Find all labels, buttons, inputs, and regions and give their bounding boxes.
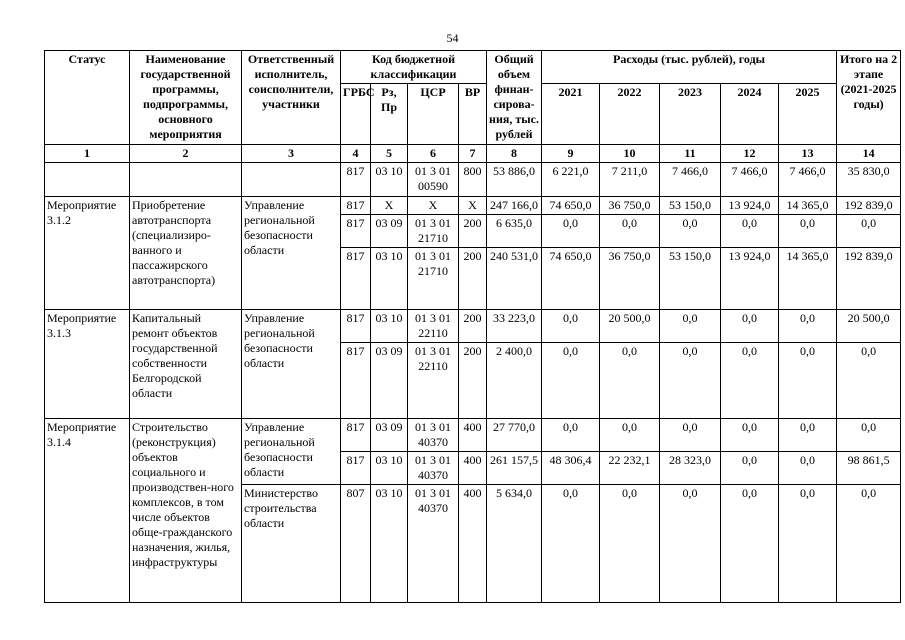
itogo-cell: 192 839,0 [837,248,901,310]
index-cell: 12 [721,145,779,163]
grbs-cell: 817 [341,452,371,485]
total-cell: 33 223,0 [487,310,542,343]
budget-table [44,50,901,603]
y2023-cell: 7 466,0 [660,163,721,197]
index-cell: 8 [487,145,542,163]
y2025-cell: 0,0 [779,485,837,603]
itogo-cell: 98 861,5 [837,452,901,485]
y2023-cell: 53 150,0 [660,248,721,310]
total-cell: 6 635,0 [487,215,542,248]
y2023-cell: 0,0 [660,310,721,343]
y2025-cell: 14 365,0 [779,197,837,215]
index-cell: 10 [600,145,660,163]
name-cell: Строительство (реконструкция) объектов социального и производствен-ного комплексов, в том числе объектов обще-гражданского назначения, жилья, инфраструктуры [130,419,242,603]
y2025-cell: 7 466,0 [779,163,837,197]
status-cell: Мероприятие 3.1.2 [45,197,130,310]
y2025-cell: 14 365,0 [779,248,837,310]
column-index-row [45,145,901,163]
y2021-cell: 74 650,0 [542,248,600,310]
csr-cell: 01 3 01 22110 [408,343,459,419]
y2023-cell: 53 150,0 [660,197,721,215]
itogo-cell: 35 830,0 [837,163,901,197]
total-cell: 5 634,0 [487,485,542,603]
index-cell: 4 [341,145,371,163]
y2022-cell: 0,0 [600,419,660,452]
y2022-cell: 0,0 [600,485,660,603]
y2021-cell: 0,0 [542,485,600,603]
itogo-cell: 192 839,0 [837,197,901,215]
table-row [45,163,901,197]
status-cell: Мероприятие 3.1.3 [45,310,130,419]
status-cell [45,163,130,197]
y2022-cell: 20 500,0 [600,310,660,343]
y2022-cell: 7 211,0 [600,163,660,197]
responsible-cell [242,163,341,197]
y2021-cell: 0,0 [542,310,600,343]
col-2022-header: 2022 [600,84,660,145]
name-cell: Капитальный ремонт объектов государственной собственности Белгородской области [130,310,242,419]
rzpr-cell: 03 09 [371,419,408,452]
vr-cell: 400 [459,419,487,452]
index-cell: 9 [542,145,600,163]
name-cell: Приобретение автотранспорта (специализиро-ванного и пассажирского автотранспорта) [130,197,242,310]
col-itogo-header: Итого на 2 этапе (2021-2025 годы) [837,51,901,145]
grbs-cell: 817 [341,343,371,419]
index-cell: 2 [130,145,242,163]
y2022-cell: 22 232,1 [600,452,660,485]
total-cell: 2 400,0 [487,343,542,419]
col-grbs-header: ГРБС [341,84,371,145]
y2021-cell: 48 306,4 [542,452,600,485]
csr-cell: 01 3 01 21710 [408,215,459,248]
itogo-cell: 0,0 [837,485,901,603]
col-name-header: Наименование государственной программы, подпрограммы, основного мероприятия [130,51,242,145]
grbs-cell: 817 [341,419,371,452]
col-status-header: Статус [45,51,130,145]
index-cell: 13 [779,145,837,163]
y2023-cell: 28 323,0 [660,452,721,485]
grbs-cell: 817 [341,248,371,310]
y2023-cell: 0,0 [660,485,721,603]
grbs-cell: 817 [341,215,371,248]
rzpr-cell: 03 10 [371,248,408,310]
total-cell: 27 770,0 [487,419,542,452]
itogo-cell: 20 500,0 [837,310,901,343]
vr-cell: 200 [459,215,487,248]
grbs-cell: 807 [341,485,371,603]
rzpr-cell: 03 10 [371,163,408,197]
header-row-1 [45,51,901,84]
csr-cell: 01 3 01 22110 [408,310,459,343]
itogo-cell: 0,0 [837,343,901,419]
vr-cell: 400 [459,485,487,603]
table-row [45,310,901,343]
index-cell: 14 [837,145,901,163]
vr-cell: 200 [459,248,487,310]
responsible-cell: Министерство строительства области [242,485,341,603]
y2021-cell: 0,0 [542,215,600,248]
index-cell: 7 [459,145,487,163]
grbs-cell: 817 [341,163,371,197]
y2024-cell: 7 466,0 [721,163,779,197]
index-cell: 11 [660,145,721,163]
y2023-cell: 0,0 [660,343,721,419]
total-cell: 261 157,5 [487,452,542,485]
index-cell: 3 [242,145,341,163]
responsible-cell: Управление региональной безопасности области [242,197,341,310]
col-responsible-header: Ответственный исполнитель, соисполнители, участники [242,51,341,145]
table-row [45,197,901,215]
rzpr-cell: 03 09 [371,343,408,419]
col-2024-header: 2024 [721,84,779,145]
y2021-cell: 6 221,0 [542,163,600,197]
y2025-cell: 0,0 [779,310,837,343]
y2025-cell: 0,0 [779,215,837,248]
y2022-cell: 0,0 [600,215,660,248]
y2021-cell: 0,0 [542,343,600,419]
rzpr-cell: 03 09 [371,215,408,248]
code-group-header: Код бюджетной классификации [341,51,487,84]
vr-cell: 200 [459,310,487,343]
y2021-cell: 0,0 [542,419,600,452]
col-vr-header: ВР [459,84,487,145]
responsible-cell: Управление региональной безопасности области [242,310,341,419]
rzpr-cell: 03 10 [371,310,408,343]
itogo-cell: 0,0 [837,215,901,248]
vr-cell: 200 [459,343,487,419]
page-number: 54 [446,31,459,45]
table-row [45,419,901,452]
total-cell: 53 886,0 [487,163,542,197]
rzpr-cell: 03 10 [371,452,408,485]
status-cell: Мероприятие 3.1.4 [45,419,130,603]
expenses-group-header: Расходы (тыс. рублей), годы [542,51,837,84]
col-2025-header: 2025 [779,84,837,145]
index-cell: 6 [408,145,459,163]
csr-cell: 01 3 01 40370 [408,452,459,485]
csr-cell: Х [408,197,459,215]
y2022-cell: 36 750,0 [600,248,660,310]
name-cell [130,163,242,197]
rzpr-cell: Х [371,197,408,215]
vr-cell: Х [459,197,487,215]
col-rzpr-header: Рз, Пр [371,84,408,145]
y2025-cell: 0,0 [779,343,837,419]
csr-cell: 01 3 01 21710 [408,248,459,310]
y2025-cell: 0,0 [779,452,837,485]
csr-cell: 01 3 01 40370 [408,419,459,452]
vr-cell: 400 [459,452,487,485]
y2022-cell: 36 750,0 [600,197,660,215]
total-cell: 240 531,0 [487,248,542,310]
y2023-cell: 0,0 [660,215,721,248]
y2024-cell: 0,0 [721,310,779,343]
y2024-cell: 13 924,0 [721,197,779,215]
col-2021-header: 2021 [542,84,600,145]
y2024-cell: 0,0 [721,419,779,452]
col-2023-header: 2023 [660,84,721,145]
vr-cell: 800 [459,163,487,197]
csr-cell: 01 3 01 00590 [408,163,459,197]
y2023-cell: 0,0 [660,419,721,452]
y2024-cell: 0,0 [721,215,779,248]
itogo-cell: 0,0 [837,419,901,452]
y2022-cell: 0,0 [600,343,660,419]
index-cell: 1 [45,145,130,163]
y2024-cell: 13 924,0 [721,248,779,310]
col-csr-header: ЦСР [408,84,459,145]
grbs-cell: 817 [341,197,371,215]
total-cell: 247 166,0 [487,197,542,215]
grbs-cell: 817 [341,310,371,343]
responsible-cell: Управление региональной безопасности области [242,419,341,485]
col-total-header: Общий объем финан-сирова-ния, тыс. рублей [487,51,542,145]
rzpr-cell: 03 10 [371,485,408,603]
y2025-cell: 0,0 [779,419,837,452]
index-cell: 5 [371,145,408,163]
y2024-cell: 0,0 [721,452,779,485]
csr-cell: 01 3 01 40370 [408,485,459,603]
y2024-cell: 0,0 [721,485,779,603]
y2021-cell: 74 650,0 [542,197,600,215]
y2024-cell: 0,0 [721,343,779,419]
